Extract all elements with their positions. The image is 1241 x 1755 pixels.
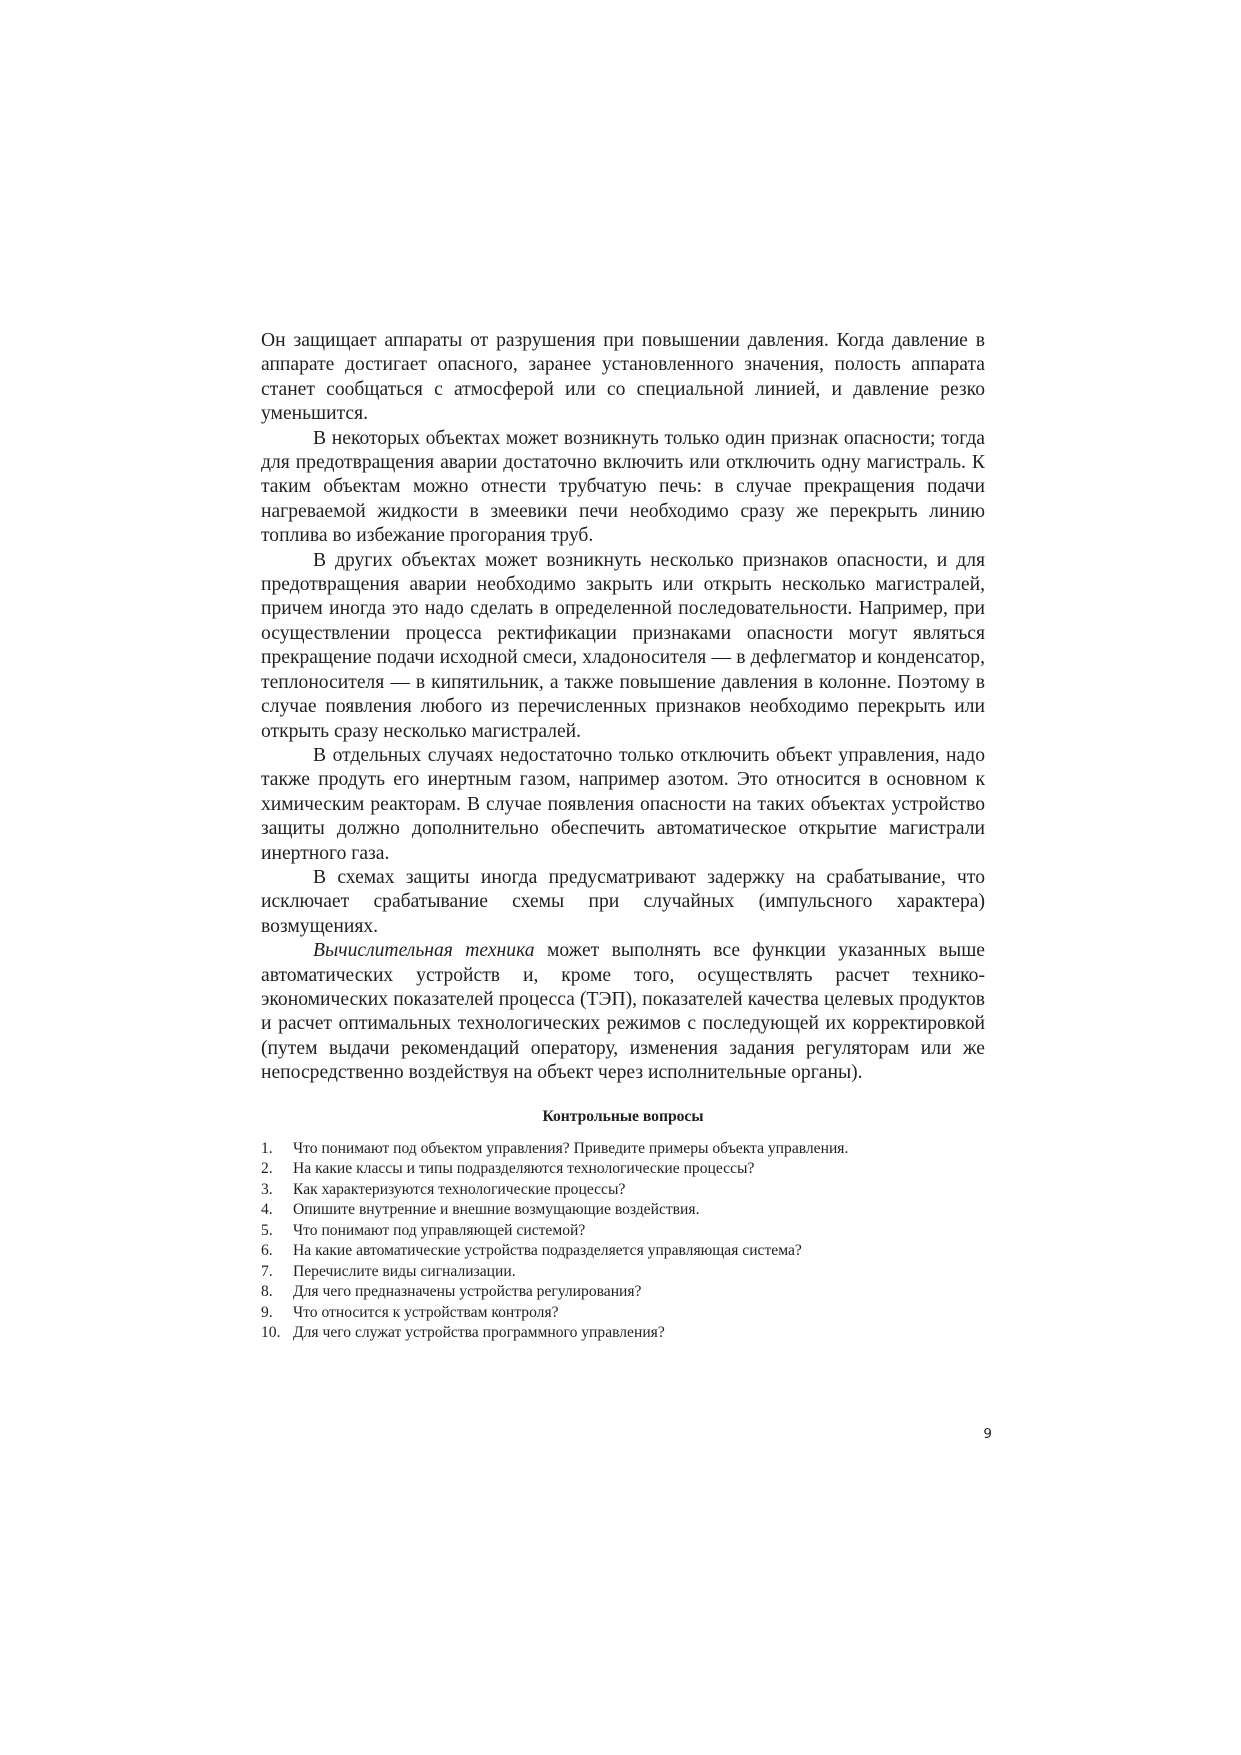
italic-term: Вычислительная техника	[313, 940, 535, 962]
question-text: Что понимают под управляющей системой?	[293, 1221, 586, 1239]
question-number: 10.	[261, 1324, 281, 1342]
question-text: На какие классы и типы подразделяются технологические процессы?	[293, 1160, 755, 1178]
question-text: Для чего служат устройства программного управления?	[293, 1324, 665, 1342]
paragraph-single-hazard: В некоторых объектах может возникнуть только один признак опасности; тогда для предотвращения аварии достаточно включить или отключить одну магистраль. К таким объектам можно отнести трубчатую печь: в случае прекращения подачи нагреваемой жидкости в змеевики печи необходимо сразу же перекрыть линию топлива во избежание прогорания труб.	[261, 427, 985, 547]
question-text: Для чего предназначены устройства регулирования?	[293, 1283, 642, 1301]
question-number: 7.	[261, 1262, 273, 1280]
question-number: 2.	[261, 1160, 273, 1178]
list-item	[261, 1180, 985, 1201]
question-number: 4.	[261, 1201, 273, 1219]
question-number: 9.	[261, 1303, 273, 1321]
question-text: Что понимают под объектом управления? Приведите примеры объекта управления.	[293, 1139, 849, 1157]
list-item	[261, 1200, 985, 1221]
question-text: Как характеризуются технологические процессы?	[293, 1180, 626, 1198]
question-number: 8.	[261, 1283, 273, 1301]
paragraph-multiple-hazards: В других объектах может возникнуть несколько признаков опасности, и для предотвращения аварии необходимо закрыть или открыть несколько магистралей, причем иногда это надо сделать в определенной последовательности. Например, при осуществлении процесса ректификации признаками опасности могут являться прекращение подачи исходной смеси, хладоносителя — в дефлегматор и конденсатор, теплоносителя — в кипятильник, а также повышение давления в колонне. Поэтому в случае появления любого из перечисленных признаков необходимо перекрыть или открыть сразу несколько магистралей.	[261, 549, 985, 742]
question-number: 5.	[261, 1221, 273, 1239]
questions-list	[261, 1139, 985, 1344]
list-item	[261, 1303, 985, 1324]
paragraph-computing-text: может выполнять все функции указанных выше автоматических устройств и, кроме того, осуществлять расчет технико-экономических показателей процесса (ТЭП), показателей качества целевых продуктов и расчет оптимальных технологических режимов с последующей их корректировкой (путем выдачи рекомендаций оператору, изменения задания регуляторам или же непосредственно воздействуя на объект через исполнительные органы).	[261, 940, 986, 1084]
list-item	[261, 1159, 985, 1180]
question-text: На какие автоматические устройства подразделяется управляющая система?	[293, 1242, 802, 1260]
list-item	[261, 1282, 985, 1303]
page-number: 9	[983, 1426, 992, 1442]
paragraph-delay: В схемах защиты иногда предусматривают задержку на срабатывание, что исключает срабатывание схемы при случайных (импульсного характера) возмущениях.	[261, 866, 985, 937]
question-text: Опишите внутренние и внешние возмущающие воздействия.	[293, 1201, 700, 1219]
main-text	[261, 329, 985, 1344]
paragraph-computing	[261, 939, 985, 1085]
question-text: Перечислите виды сигнализации.	[293, 1262, 516, 1280]
questions-title: Контрольные вопросы	[542, 1107, 704, 1125]
question-number: 6.	[261, 1242, 273, 1260]
list-item	[261, 1241, 985, 1262]
list-item	[261, 1323, 985, 1344]
list-item	[261, 1221, 985, 1242]
paragraph-inert-gas: В отдельных случаях недостаточно только отключить объект управления, надо также продуть его инертным газом, например азотом. Это относится в основном к химическим реакторам. В случае появления опасности на таких объектах устройство защиты должно дополнительно обеспечить автоматическое открытие магистрали инертного газа.	[261, 744, 985, 864]
list-item	[261, 1139, 985, 1160]
paragraph-pressure-protection: Он защищает аппараты от разрушения при повышении давления. Когда давление в аппарате достигает опасного, заранее установленного значения, полость аппарата станет сообщаться с атмосферой или со специальной линией, и давление резко уменьшится.	[261, 330, 985, 425]
list-item	[261, 1262, 985, 1283]
question-number: 3.	[261, 1180, 273, 1198]
question-text: Что относится к устройствам контроля?	[293, 1303, 559, 1321]
question-number: 1.	[261, 1139, 273, 1157]
